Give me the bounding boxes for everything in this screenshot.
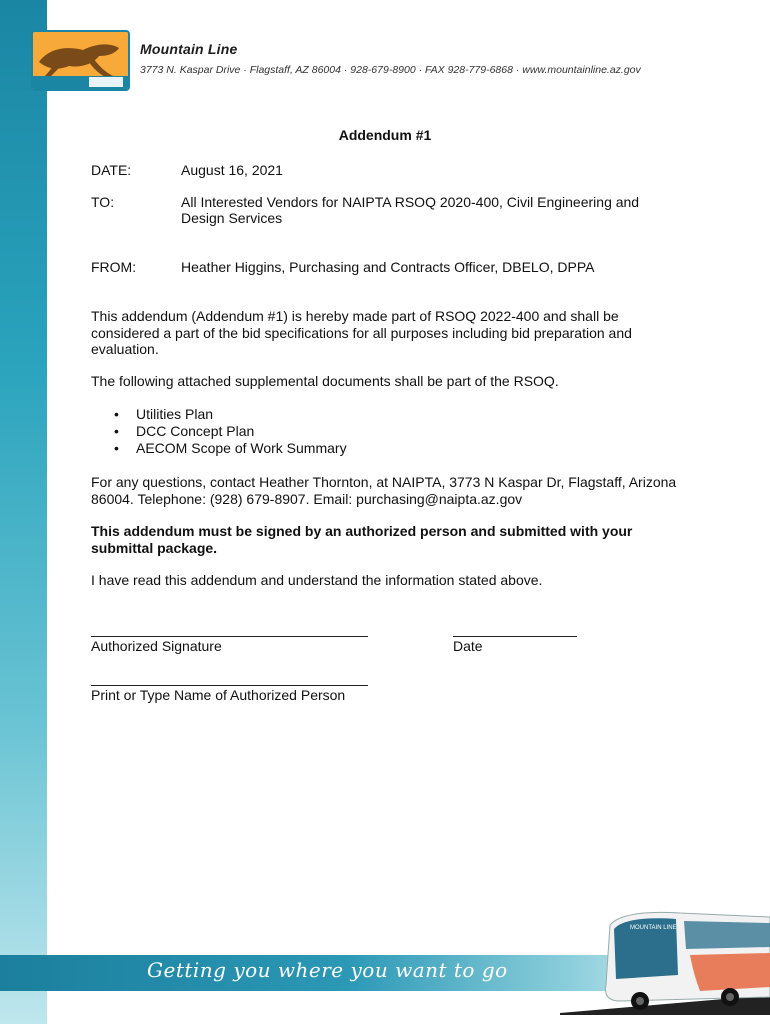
footer-slogan: Getting you where you want to go: [147, 958, 508, 982]
signature-line: [91, 636, 368, 637]
date-label: DATE:: [91, 162, 132, 178]
acknowledgement-text: I have read this addendum and understand the information stated above.: [91, 572, 543, 588]
bullet-icon: •: [114, 423, 119, 439]
authorized-signature-label: Authorized Signature: [91, 638, 222, 654]
print-name-label: Print or Type Name of Authorized Person: [91, 687, 346, 703]
org-name: Mountain Line: [140, 41, 238, 57]
from-value: Heather Higgins, Purchasing and Contracts Officer, DBELO, DPPA: [181, 259, 595, 275]
bus-sign: MOUNTAIN LINE: [630, 925, 677, 931]
from-label: FROM:: [91, 259, 137, 275]
puma-logo-icon: [33, 32, 128, 89]
print-name-line: [91, 685, 368, 686]
list-item: • AECOM Scope of Work Summary: [114, 440, 347, 456]
mountain-line-logo: [31, 30, 130, 91]
date-line: [453, 636, 577, 637]
left-sidebar-band: [0, 0, 47, 1024]
list-item: • DCC Concept Plan: [114, 423, 255, 439]
date-signature-label: Date: [453, 638, 483, 654]
org-address: 3773 N. Kaspar Drive · Flagstaff, AZ 86004 · 928-679-8900 · FAX 928-779-6868 · www.mountainline.az.gov: [140, 64, 641, 76]
date-value: August 16, 2021: [181, 162, 283, 178]
bus-icon: [560, 905, 770, 1015]
bullet-icon: •: [114, 406, 119, 422]
contact-info: For any questions, contact Heather Thornton, at NAIPTA, 3773 N Kaspar Dr, Flagstaff, Arizona 86004. Telephone: (928) 679-8907. Email: purchasing@naipta.az.gov: [91, 474, 677, 507]
document-title: Addendum #1: [338, 127, 432, 143]
addendum-statement: This addendum (Addendum #1) is hereby made part of RSOQ 2022-400 and shall be considered a part of the bid specifications for all purposes including bid preparation and evaluation.: [91, 308, 632, 357]
supplemental-documents-list: [91, 406, 347, 457]
bullet-icon: •: [114, 440, 119, 456]
signature-requirement: This addendum must be signed by an authorized person and submitted with your submittal package.: [91, 523, 633, 556]
to-value: All Interested Vendors for NAIPTA RSOQ 2020-400, Civil Engineering and Design Services: [181, 194, 640, 226]
supplemental-intro: The following attached supplemental documents shall be part of the RSOQ.: [91, 373, 559, 389]
to-label: TO:: [91, 194, 115, 210]
list-item: • Utilities Plan: [114, 406, 214, 422]
